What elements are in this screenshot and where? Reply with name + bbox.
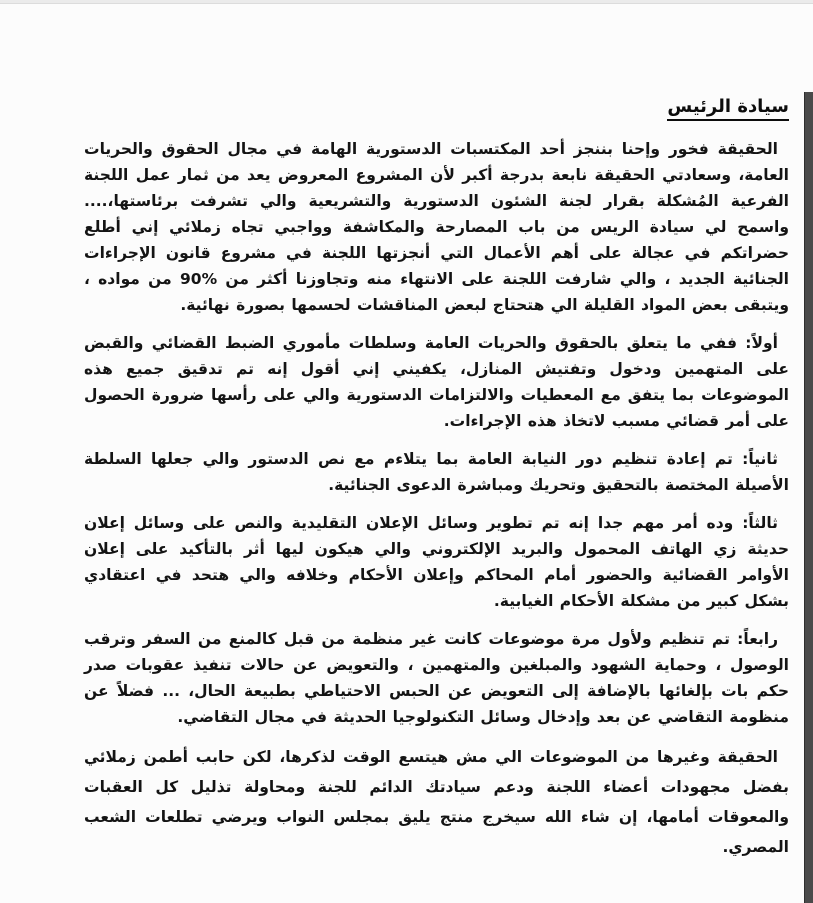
paragraph-fourth-point: رابعاً: تم تنظيم ولأول مرة موضوعات كانت غير منظمة من قبل كالمنع من السفر وترقب الوصول ، وحماية الشهود والمبلغين والمتهمين ، والتعويض عن حالات تنفيذ عقوبات صدر حكم بات بإلغائها بالإضافة إلى التعويض عن الحبس الاحتياطي بطبيعة الحال، ... فضلاً عن منظومة التقاضي عن بعد وإدخال وسائل التكنولوجيا الحديثة في مجال التقاضي.	[84, 630, 789, 726]
paragraph-closing: الحقيقة وغيرها من الموضوعات الي مش هيتسع الوقت لذكرها، لكن حابب أطمن زملائي بفضل مجهودات أعضاء اللجنة ودعم سيادتك الدائم للجنة ومحاولة تذليل كل العقبات والمعوقات أمامها، إن شاء الله سيخرج منتج يليق بمجلس النواب ويرضي تطلعات الشعب المصري.	[84, 748, 789, 856]
title-row	[84, 96, 789, 121]
paragraph-second-point: ثانياً: تم إعادة تنظيم دور النيابة العامة بما يتلاءم مع نص الدستور والي جعلها السلطة الأصيلة المختصة بالتحقيق وتحريك ومباشرة الدعوى الجنائية.	[84, 450, 789, 494]
paragraph-first-point: أولاً: ففي ما يتعلق بالحقوق والحريات العامة وسلطات مأموري الضبط القضائي والقبض على المتهمين ودخول وتفتيش المنازل، يكفيني إني أقول إنه تم تدقيق جميع هذه الموضوعات بما يتفق مع المعطيات والالتزامات الدستورية والي على رأسها ضرورة الحصول على أمر قضائي مسبب لاتخاذ هذه الإجراءات.	[84, 334, 789, 430]
document-body	[84, 96, 789, 862]
paragraph-third-point: ثالثاً: وده أمر مهم جدا إنه تم تطوير وسائل الإعلان التقليدية والنص على وسائل إعلان حديثة زي الهاتف المحمول والبريد الإلكتروني والي هيكون ليها أثر بالتأكيد على إعلان الأوامر القضائية والحضور أمام المحاكم وإعلان الأحكام وخلافه والي هتحد في اعتقادي بشكل كبير من مشكلة الأحكام الغيابية.	[84, 514, 789, 610]
scan-edge-shadow	[804, 92, 813, 903]
page-title: سيادة الرئيس	[667, 96, 789, 121]
paragraph-intro: الحقيقة فخور وإحنا بننجز أحد المكتسبات الدستورية الهامة في مجال الحقوق والحريات العامة، وسعادتي الحقيقة نابعة بدرجة أكبر لأن المشروع المعروض يعد من ثمار عمل اللجنة الفرعية المُشكلة بقرار لجنة الشئون الدستورية والتشريعية والي تشرفت برئاستها،.... واسمح لي سيادة الريس من باب المصارحة والمكاشفة وواجبي تجاه زملائي إني أطلع حضراتكم في عجالة على أهم الأعمال التي أنجزتها اللجنة في مشروع قانون الإجراءات الجنائية الجديد ، والي شارفت اللجنة على الانتهاء منه وتجاوزنا أكثر من %90 من مواده ، ويتبقى بعض المواد القليلة الي هتحتاج لبعض المناقشات لحسمها بصورة نهائية.	[84, 140, 789, 314]
top-border-strip	[0, 0, 813, 4]
